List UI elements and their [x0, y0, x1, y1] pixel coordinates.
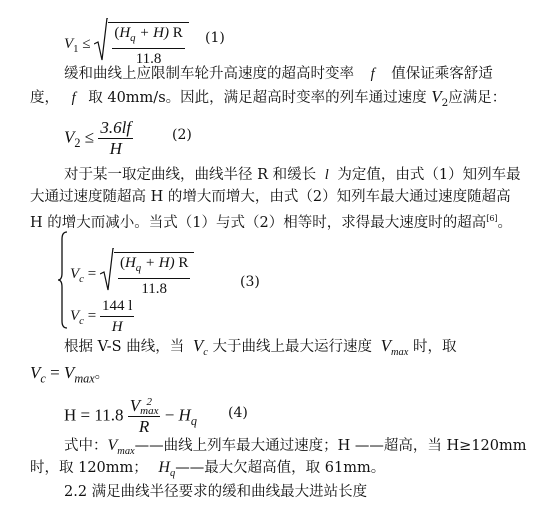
- equation-3b: $V_c$ = $\frac{144 l}{H}$: [70, 298, 133, 335]
- eq1-number: (1): [205, 30, 225, 46]
- eq2-fraction: [98, 118, 133, 159]
- eq4-fraction: [128, 396, 161, 437]
- equation-2: $V_2$ ≤ $\frac{3.6lf}{H}$: [64, 118, 132, 158]
- eq3a-fraction: [118, 253, 190, 299]
- eq1-relation: ≤: [82, 35, 91, 52]
- eq1-denominator: 11.8: [135, 51, 162, 67]
- para3-line2: $V_c = V_{max}$。: [30, 363, 109, 386]
- eq3a-sqrt: [100, 250, 194, 299]
- para3-line1: 根据 V-S 曲线，当 $V_c$ 大于曲线上最大运行速度 $V_{max}$ 时，取: [64, 336, 457, 358]
- eq3-number: (3): [240, 274, 260, 290]
- eq4-number: (4): [228, 405, 248, 421]
- eq2-number: (2): [172, 127, 192, 143]
- eq1-numerator: $(H_q + H)$ R: [112, 23, 184, 49]
- eq3b-fraction: [100, 296, 134, 337]
- para4-line1: 式中：$V_{max}——$曲线上列车最大通过速度；H ——超高，当 H≥120mm: [64, 437, 527, 457]
- para1-line1: 缓和曲线上应限制车轮升高速度的超高时变率 f 值保证乘客舒适: [64, 66, 493, 82]
- para2-line1: 对于某一取定曲线，曲线半径 R 和缓长 l 为定值，由式（1）知列车最: [64, 167, 521, 183]
- eq3b-numerator: 144 l: [100, 296, 134, 317]
- equation-3a: $V_c$ = $\frac{(H_q + H) R}{11.8}$: [70, 250, 194, 299]
- eq1-lhs: V: [64, 35, 74, 52]
- citation-ref: [6]: [486, 214, 498, 223]
- eq2-numerator: 3.6lf: [100, 118, 132, 137]
- eq3a-numerator: $(H_q + H)$ R: [118, 253, 190, 279]
- eq4-denominator: R: [138, 417, 150, 437]
- section-heading: 2.2 满足曲线半径要求的缓和曲线最大进站长度: [64, 484, 368, 500]
- eq3b-denominator: H: [111, 319, 123, 335]
- para4-line2: 时，取 120mm； $H_q——$最大欠超高值，取 61mm。: [30, 459, 386, 479]
- eq1-fraction: [112, 23, 184, 69]
- para2-line2: 大通过速度随超高 H 的增大而增大，由式（2）知列车最大通过速度随超高: [30, 189, 511, 205]
- eq4-numerator: V 2 max: [129, 396, 159, 418]
- para2-line3: H 的增大而减小。当式（1）与式（2）相等时，求得最大速度时的超高[6]。: [30, 214, 513, 231]
- radical-sign-icon: [100, 248, 114, 292]
- para1-line2: 度， f 取 40mm/s。因此，满足超高时变率的列车通过速度 $V_2$应满足：: [30, 87, 507, 109]
- eq1-lhs-sub: 1: [73, 42, 79, 55]
- equation-4: H = 11.8 V 2 max R − $H_q$: [64, 396, 197, 437]
- equation-1: [64, 20, 189, 69]
- eq2-denominator: H: [109, 139, 122, 158]
- left-brace-icon: [58, 231, 68, 329]
- radical-sign-icon: [94, 18, 108, 62]
- eq3a-denominator: 11.8: [141, 281, 168, 297]
- eq1-sqrt: [94, 20, 188, 69]
